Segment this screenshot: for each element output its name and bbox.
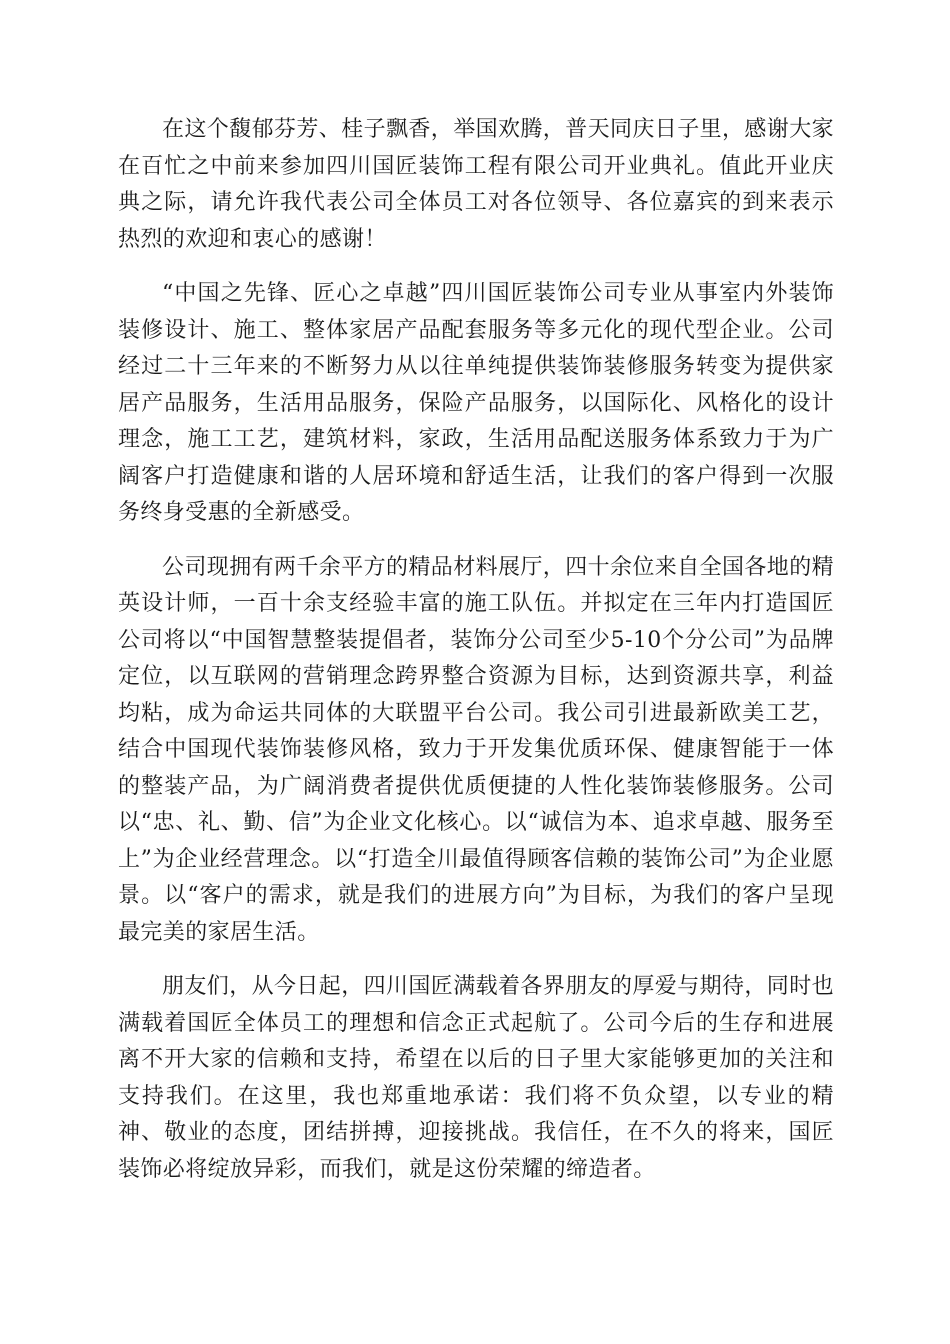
document-body — [118, 112, 834, 1206]
paragraph-company-intro: “中国之先锋、匠心之卓越”四川国匠装饰公司专业从事室内外装饰装修设计、施工、整体家居产品配套服务等多元化的现代型企业。公司经过二十三年来的不断努力从以往单纯提供装饰装修服务转变为提供家居产品服务，生活用品服务，保险产品服务，以国际化、风格化的设计理念，施工工艺，建筑材料，家政，生活用品配送服务体系致力于为广阔客户打造健康和谐的人居环境和舒适生活，让我们的客户得到一次服务终身受惠的全新感受。 — [118, 281, 834, 525]
paragraph-closing: 朋友们，从今日起，四川国匠满载着各界朋友的厚爱与期待，同时也满载着国匠全体员工的理想和信念正式起航了。公司今后的生存和进展离不开大家的信赖和支持，希望在以后的日子里大家能够更加的关注和支持我们。在这里，我也郑重地承诺：我们将不负众望，以专业的精神、敬业的态度，团结拼搏，迎接挑战。我信任，在不久的将来，国匠装饰必将绽放异彩，而我们，就是这份荣耀的缔造者。 — [118, 974, 835, 1182]
paragraph-company-scale: 公司现拥有两千余平方的精品材料展厅，四十余位来自全国各地的精英设计师，一百十余支经验丰富的施工队伍。并拟定在三年内打造国匠公司将以“中国智慧整装提倡者，装饰分公司至少5-10个分公司”为品牌定位，以互联网的营销理念跨界整合资源为目标，达到资源共享，利益均粘，成为命运共同体的大联盟平台公司。我公司引进最新欧美工艺，结合中国现代装饰装修风格，致力于开发集优质环保、健康智能于一体的整装产品，为广阔消费者提供优质便捷的人性化装饰装修服务。公司以“忠、礼、勤、信”为企业文化核心。以“诚信为本、追求卓越、服务至上”为企业经营理念。以“打造全川最值得顾客信赖的装饰公司”为企业愿景。以“客户的需求，就是我们的进展方向”为目标，为我们的客户呈现最完美的家居生活。 — [118, 554, 835, 945]
paragraph-welcome: 在这个馥郁芬芳、桂子飘香，举国欢腾，普天同庆日子里，感谢大家在百忙之中前来参加四川国匠装饰工程有限公司开业典礼。值此开业庆典之际，请允许我代表公司全体员工对各位领导、各位嘉宾的到来表示热烈的欢迎和衷心的感谢！ — [118, 117, 835, 252]
